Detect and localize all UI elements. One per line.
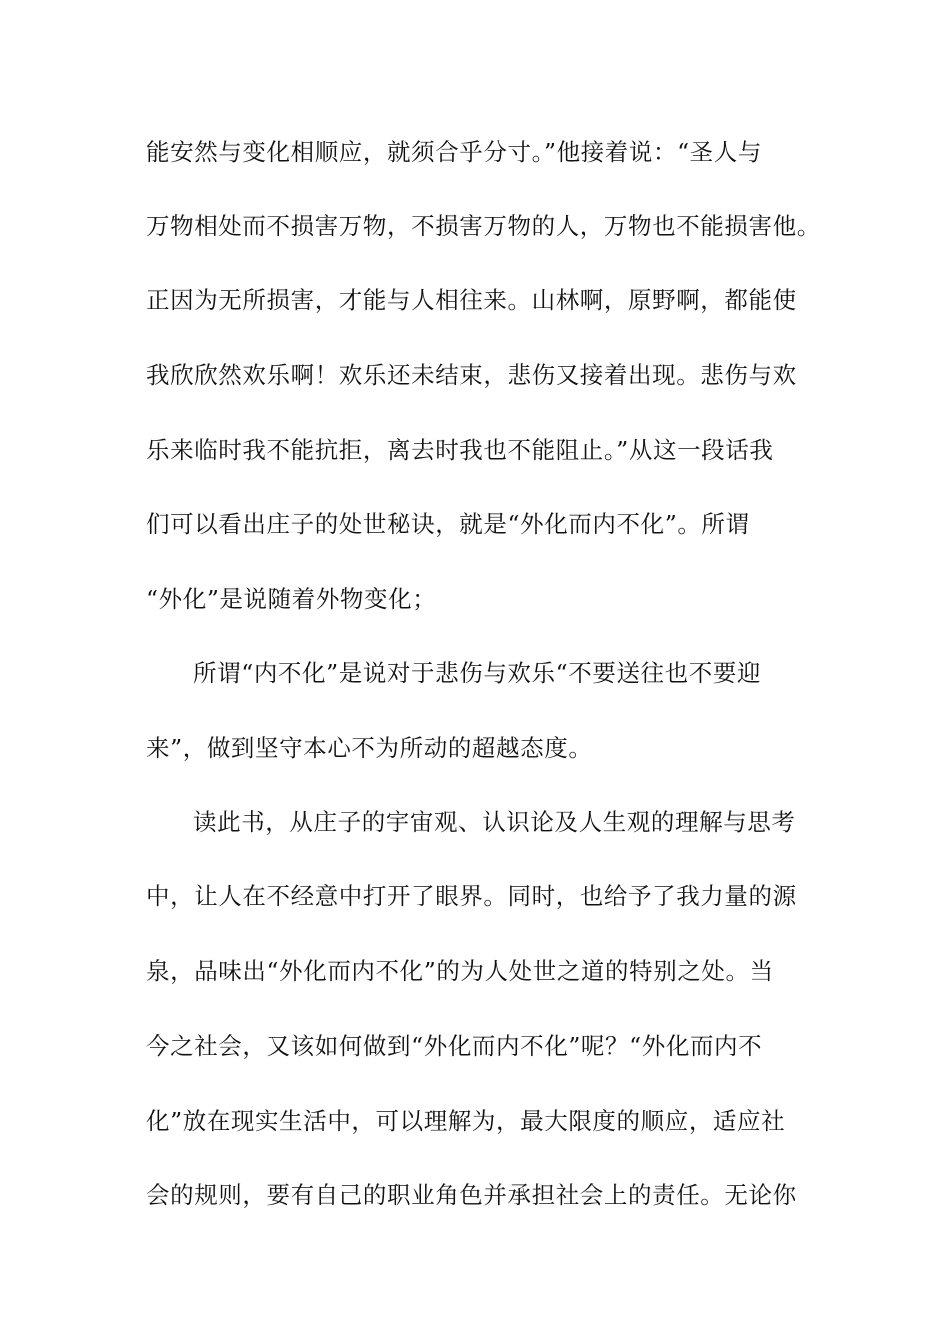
text-line: 来”，做到坚守本心不为所动的超越态度。 [146, 734, 593, 762]
text-line: 今之社会，又该如何做到“外化而内不化”呢？“外化而内不 [146, 1032, 763, 1060]
text-line: 们可以看出庄子的处世秘诀，就是“外化而内不化”。所谓 [146, 510, 750, 538]
text-line: “外化”是说随着外物变化； [146, 585, 437, 613]
paragraph-start-line: 读此书，从庄子的宇宙观、认识论及人生观的理解与思考 [193, 808, 796, 836]
paragraph-start-line: 所谓“内不化”是说对于悲伤与欢乐“不要送往也不要迎 [193, 659, 762, 687]
text-line: 万物相处而不损害万物，不损害万物的人，万物也不能损害他。 [146, 212, 821, 240]
text-line: 中，让人在不经意中打开了眼界。同时，也给予了我力量的源 [146, 882, 797, 910]
text-line: 会的规则，要有自己的职业角色并承担社会上的责任。无论你 [146, 1181, 797, 1209]
text-line: 乐来临时我不能抗拒，离去时我也不能阻止。”从这一段话我 [146, 436, 774, 464]
text-line: 正因为无所损害，才能与人相往来。山林啊，原野啊，都能使 [146, 286, 797, 314]
text-line: 化”放在现实生活中，可以理解为，最大限度的顺应，适应社 [146, 1107, 786, 1135]
text-line: 能安然与变化相顺应，就须合乎分寸。”他接着说：“圣人与 [146, 138, 762, 166]
text-line: 泉，品味出“外化而内不化”的为人处世之道的特别之处。当 [146, 957, 774, 985]
text-line: 我欣欣然欢乐啊！欢乐还未结束，悲伤又接着出现。悲伤与欢 [146, 361, 797, 389]
